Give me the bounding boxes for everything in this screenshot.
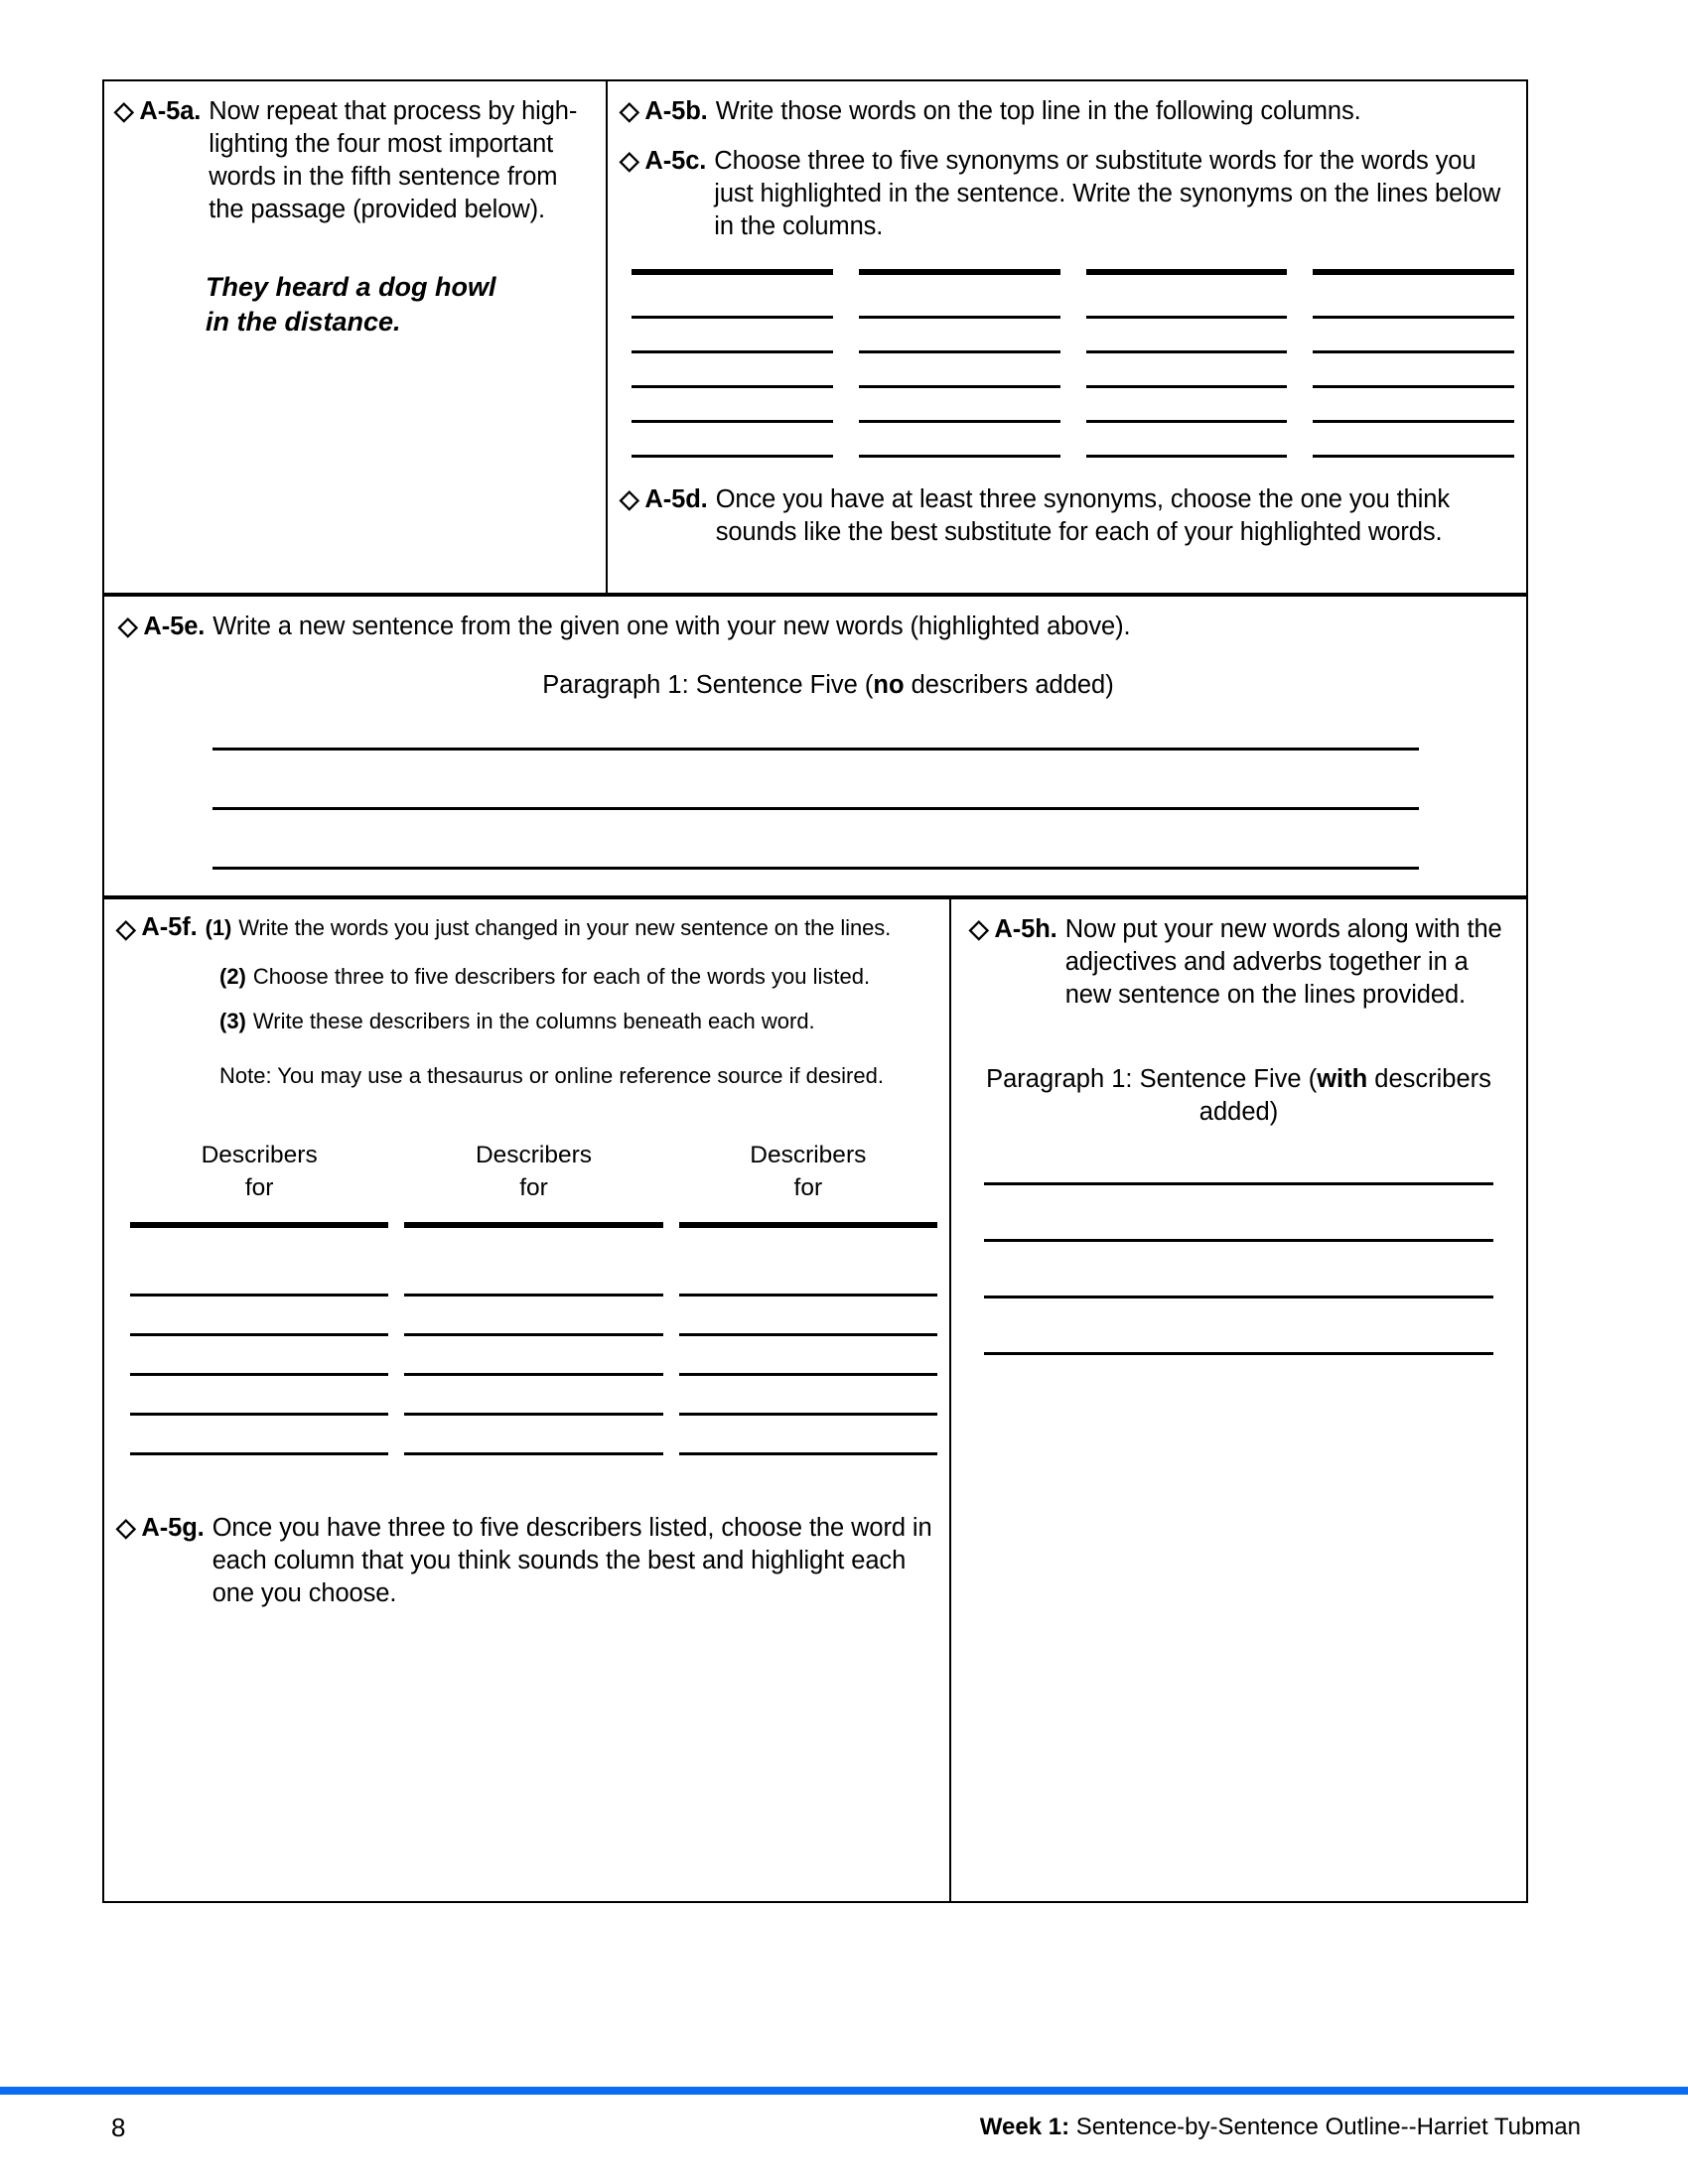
row-a5f-a5h [102, 897, 1528, 1903]
synonym-entry-line[interactable] [1086, 385, 1288, 388]
instruction-tag-a5c: A-5c. [644, 147, 707, 175]
a5d-wrapper [620, 483, 1514, 549]
instruction-tag-a5f: A-5f. [141, 913, 198, 941]
instruction-a5f-2 [219, 962, 937, 991]
synonym-entry-line[interactable] [632, 420, 833, 423]
diamond-bullet-icon: ◇ [118, 613, 137, 640]
describer-column-headers [130, 1139, 937, 1204]
synonym-columns-grid [632, 269, 1514, 458]
diamond-bullet-icon: ◇ [116, 1514, 135, 1542]
describer-header [404, 1139, 662, 1204]
sentence-entry-line[interactable] [984, 1352, 1493, 1355]
describer-entry-line[interactable] [679, 1294, 937, 1297]
synonym-column [859, 269, 1060, 458]
word-entry-line[interactable] [404, 1222, 662, 1228]
instruction-tag-a5e: A-5e. [143, 613, 206, 640]
synonym-entry-line[interactable] [859, 420, 1060, 423]
sample-sentence [206, 270, 596, 340]
instruction-text-a5c: Choose three to five synonyms or substitute words for the words you just highlighted in the sentence. Write the synonyms on the lines below in the columns. [714, 147, 1501, 240]
synonym-entry-line[interactable] [859, 316, 1060, 319]
describer-header [679, 1139, 937, 1204]
footer-page-number: 8 [111, 2113, 126, 2142]
describer-header-line-2: for [244, 1174, 274, 1201]
instruction-tag-a5d: A-5d. [644, 485, 708, 513]
instruction-tag-a5g: A-5g. [141, 1514, 205, 1542]
instruction-text-a5e: Write a new sentence from the given one with your new words (highlighted above). [212, 613, 1131, 640]
diamond-bullet-icon: ◇ [969, 915, 988, 943]
a5e-heading [144, 669, 1512, 702]
a5e-writing-lines [212, 748, 1419, 870]
footer-title [980, 2111, 1581, 2144]
instruction-text-a5d: Once you have at least three synonyms, choose the one you think sounds like the best substitute for each of your highlighted words. [715, 485, 1451, 546]
instruction-a5e [118, 611, 1512, 643]
synonym-entry-line[interactable] [632, 316, 833, 319]
a5h-heading-before: Paragraph 1: Sentence Five ( [986, 1065, 1318, 1093]
describer-header-line-2: for [793, 1174, 823, 1201]
describer-entry-line[interactable] [404, 1373, 662, 1376]
describer-header-line-2: for [519, 1174, 548, 1201]
describer-column [130, 1222, 388, 1455]
sentence-entry-line[interactable] [984, 1182, 1493, 1185]
describer-column [404, 1222, 662, 1455]
worksheet-body [102, 79, 1528, 1903]
describer-entry-line[interactable] [404, 1413, 662, 1416]
synonym-entry-line[interactable] [1313, 420, 1514, 423]
synonym-entry-line[interactable] [1086, 316, 1288, 319]
sentence-entry-line[interactable] [984, 1239, 1493, 1242]
word-entry-line[interactable] [679, 1222, 937, 1228]
describer-header [130, 1139, 388, 1204]
sub-item-number: (3) [219, 1009, 246, 1033]
synonym-entry-line[interactable] [859, 385, 1060, 388]
describer-entry-line[interactable] [679, 1452, 937, 1455]
synonym-entry-line[interactable] [1313, 455, 1514, 458]
cell-a5bcd [606, 79, 1528, 595]
instruction-tag-a5a: A-5a. [139, 97, 202, 125]
page-footer [0, 2111, 1688, 2170]
synonym-entry-line[interactable] [632, 455, 833, 458]
describer-header-line-1: Describers [750, 1142, 867, 1168]
instruction-text-a5h: Now put your new words along with the adjectives and adverbs together in a new sentence on the lines provided. [1064, 915, 1502, 1009]
instruction-a5h [969, 913, 1508, 1012]
synonym-entry-line[interactable] [632, 385, 833, 388]
describer-entry-line[interactable] [130, 1373, 388, 1376]
instruction-a5g [116, 1512, 937, 1610]
instruction-tag-a5b: A-5b. [644, 97, 708, 125]
diamond-bullet-icon: ◇ [620, 485, 638, 513]
synonym-entry-line[interactable] [1086, 350, 1288, 353]
cell-a5e [102, 595, 1528, 897]
a5h-heading-emphasis: with [1317, 1065, 1368, 1093]
sample-sentence-line-2: in the distance. [206, 307, 401, 337]
thesaurus-note: Note: You may use a thesaurus or online reference source if desired. [219, 1063, 884, 1088]
instruction-a5c [620, 145, 1514, 243]
describer-header-line-1: Describers [475, 1142, 593, 1168]
describer-entry-line[interactable] [404, 1452, 662, 1455]
word-entry-line[interactable] [130, 1222, 388, 1228]
synonym-entry-line[interactable] [1313, 316, 1514, 319]
word-entry-line[interactable] [1086, 269, 1288, 275]
footer-title-rest: Sentence-by-Sentence Outline--Harriet Tubman [1069, 2114, 1581, 2140]
instruction-text-a5b: Write those words on the top line in the following columns. [715, 97, 1361, 125]
cell-a5h [949, 897, 1528, 1903]
diamond-bullet-icon: ◇ [620, 147, 638, 175]
synonym-column [632, 269, 833, 458]
word-entry-line[interactable] [1313, 269, 1514, 275]
cell-a5f [102, 897, 951, 1903]
instruction-a5f-3 [219, 1007, 937, 1035]
sentence-entry-line[interactable] [212, 867, 1419, 870]
synonym-entry-line[interactable] [632, 350, 833, 353]
instruction-a5b [620, 95, 1514, 128]
describer-entry-line[interactable] [130, 1294, 388, 1297]
diamond-bullet-icon: ◇ [620, 97, 638, 125]
sub-item-number: (1) [205, 915, 232, 940]
synonym-entry-line[interactable] [1313, 385, 1514, 388]
instruction-a5f [116, 913, 937, 946]
synonym-column [1313, 269, 1514, 458]
describer-entry-line[interactable] [679, 1413, 937, 1416]
synonym-column [1086, 269, 1288, 458]
row-a5a-a5bcd [102, 79, 1528, 595]
instruction-text-a5f-3: Write these describers in the columns beneath each word. [252, 1009, 815, 1033]
footer-title-week: Week 1: [979, 2114, 1070, 2140]
synonym-entry-line[interactable] [1313, 350, 1514, 353]
a5e-heading-before: Paragraph 1: Sentence Five ( [542, 671, 874, 699]
instruction-text-a5f-2: Choose three to five describers for each of the words you listed. [252, 964, 871, 989]
describer-entry-line[interactable] [679, 1373, 937, 1376]
a5h-heading-after: describers added) [1198, 1065, 1491, 1126]
synonym-entry-line[interactable] [859, 455, 1060, 458]
describer-entry-line[interactable] [130, 1452, 388, 1455]
instruction-text-a5g: Once you have three to five describers listed, choose the word in each column that you think sounds the best and highlight each one you choose. [211, 1514, 932, 1607]
a5g-wrapper [116, 1512, 937, 1610]
a5h-writing-lines [984, 1182, 1493, 1355]
sub-item-number: (2) [219, 964, 246, 989]
synonym-entry-line[interactable] [1086, 420, 1288, 423]
word-entry-line[interactable] [859, 269, 1060, 275]
synonym-entry-line[interactable] [859, 350, 1060, 353]
diamond-bullet-icon: ◇ [116, 915, 135, 943]
instruction-text-a5a: Now repeat that process by high-lighting the four most important words in the fifth sentence from the passage (provided below). [209, 97, 578, 223]
instruction-a5a [114, 95, 596, 226]
instruction-text-a5f-1: Write the words you just changed in your new sentence on the lines. [238, 915, 892, 940]
a5e-heading-emphasis: no [873, 671, 905, 699]
cell-a5a [102, 79, 608, 595]
instruction-tag-a5h: A-5h. [994, 915, 1057, 943]
describer-entry-line[interactable] [130, 1333, 388, 1336]
describer-columns-grid [130, 1222, 937, 1455]
sentence-entry-line[interactable] [212, 807, 1419, 810]
diamond-bullet-icon: ◇ [114, 97, 133, 125]
describer-header-line-1: Describers [201, 1142, 318, 1168]
sentence-entry-line[interactable] [212, 748, 1419, 751]
synonym-entry-line[interactable] [1086, 455, 1288, 458]
sample-sentence-line-1: They heard a dog howl [206, 272, 496, 302]
footer-divider [0, 2087, 1688, 2095]
sentence-entry-line[interactable] [984, 1296, 1493, 1298]
describer-entry-line[interactable] [404, 1333, 662, 1336]
a5e-heading-after: describers added) [904, 671, 1114, 699]
describer-entry-line[interactable] [679, 1333, 937, 1336]
describer-entry-line[interactable] [130, 1413, 388, 1416]
describer-column [679, 1222, 937, 1455]
a5h-heading [969, 1063, 1508, 1129]
describer-entry-line[interactable] [404, 1294, 662, 1297]
word-entry-line[interactable] [632, 269, 833, 275]
instruction-a5d [620, 483, 1514, 549]
